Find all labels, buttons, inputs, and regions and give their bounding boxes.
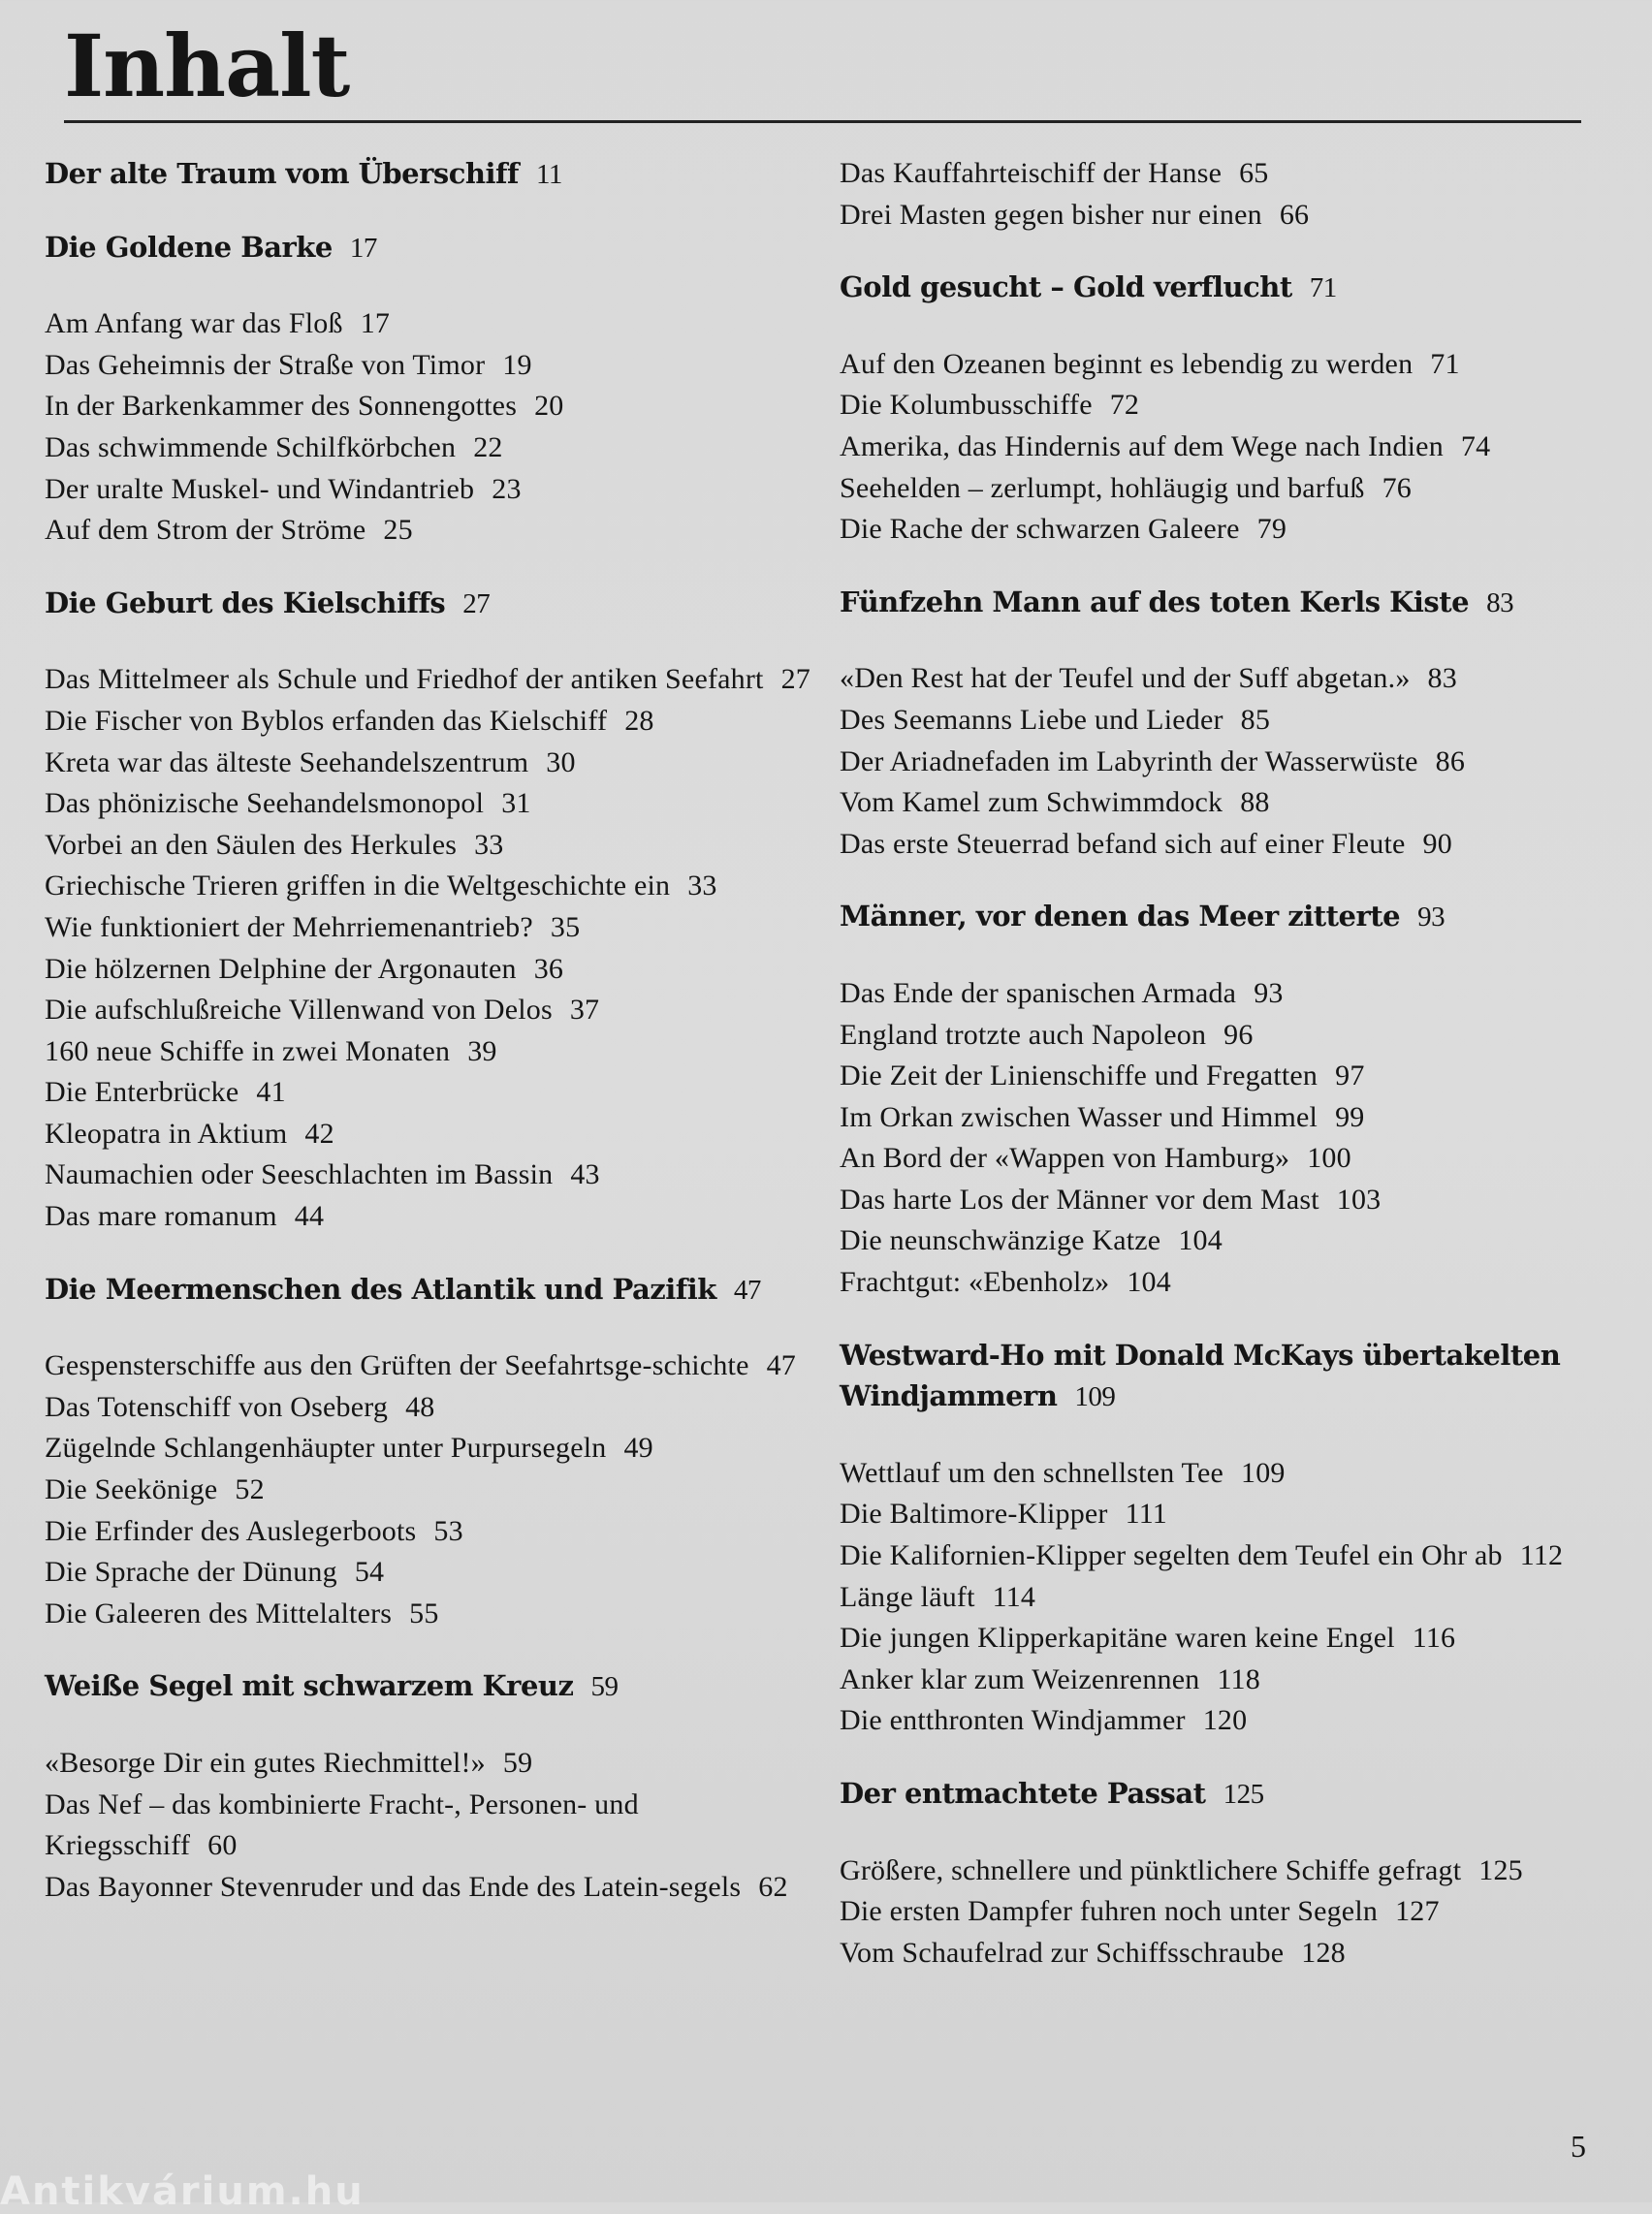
entry-page-number: 86: [1435, 744, 1466, 777]
toc-entry: [45, 701, 810, 743]
toc-entry: [840, 1056, 1596, 1097]
toc-entry: [840, 1577, 1596, 1619]
toc-section: [45, 583, 810, 1238]
entry-page-number: 127: [1395, 1895, 1440, 1928]
toc-entry: [45, 659, 810, 701]
entry-page-number: 54: [354, 1556, 385, 1589]
toc-entry: [840, 973, 1596, 1015]
entry-title: Größere, schnellere und pünktlichere Schiffe gefragt: [840, 1853, 1462, 1886]
entry-list: [45, 1743, 810, 1908]
entry-page-number: 118: [1217, 1662, 1260, 1695]
entry-page-number: 99: [1335, 1100, 1365, 1133]
toc-entry: [45, 743, 810, 784]
entry-page-number: 47: [766, 1349, 796, 1382]
entry-title: Drei Masten gegen bisher nur einen: [840, 198, 1262, 231]
entry-page-number: 93: [1254, 976, 1284, 1009]
entry-page-number: 128: [1301, 1936, 1346, 1969]
entry-title: Seehelden – zerlumpt, hohläugig und barfuß: [840, 471, 1365, 504]
entry-page-number: 79: [1256, 513, 1287, 546]
toc-entry: [45, 907, 810, 949]
entry-page-number: 96: [1223, 1018, 1254, 1051]
toc-entry: [840, 1262, 1596, 1304]
entry-page-number: 28: [624, 704, 654, 737]
entry-title: Das Bayonner Stevenruder und das Ende des Latein-segels: [45, 1870, 742, 1903]
chapter-page-number: 93: [1417, 901, 1446, 933]
entry-title: Die Kalifornien-Klipper segelten dem Teufel ein Ohr ab: [840, 1539, 1503, 1572]
entry-page-number: 104: [1178, 1224, 1223, 1257]
toc-section: [45, 227, 810, 552]
chapter-heading: [840, 1773, 1596, 1816]
entry-title: Länge läuft: [840, 1580, 975, 1613]
entry-page-number: 109: [1241, 1456, 1286, 1489]
entry-title: Am Anfang war das Floß: [45, 307, 343, 340]
entry-page-number: 111: [1125, 1498, 1167, 1531]
entry-title: Der Ariadnefaden im Labyrinth der Wasserwüste: [840, 744, 1418, 777]
toc-entry: [840, 344, 1596, 386]
toc-entry: [45, 1428, 810, 1470]
entry-title: Wettlauf um den schnellsten Tee: [840, 1456, 1224, 1489]
toc-section: [45, 1269, 810, 1635]
entry-title: Das phönizische Seehandelsmonopol: [45, 787, 485, 820]
entry-page-number: 33: [474, 828, 504, 861]
entry-list: [45, 659, 810, 1237]
toc-entry: [45, 1345, 810, 1387]
toc-section: [840, 267, 1596, 551]
entry-page-number: 41: [256, 1076, 286, 1109]
entry-page-number: 120: [1202, 1704, 1248, 1737]
toc-entry: [45, 866, 810, 907]
entry-page-number: 25: [383, 514, 413, 547]
entry-page-number: 39: [467, 1034, 497, 1067]
chapter-title: Westward-Ho mit Donald McKays übertakelten Windjammern: [840, 1338, 1561, 1413]
chapter-page-number: 59: [590, 1671, 619, 1703]
entry-title: Die Seekönige: [45, 1473, 218, 1506]
entry-list: [840, 973, 1596, 1304]
entry-page-number: 125: [1478, 1853, 1523, 1886]
toc-entry: [45, 1196, 810, 1238]
chapter-title: Die Geburt des Kielschiffs: [45, 585, 446, 619]
entry-title: Die neunschwänzige Katze: [840, 1224, 1161, 1257]
entry-title: Griechische Trieren griffen in die Weltgeschichte ein: [45, 870, 671, 902]
entry-page-number: 72: [1109, 389, 1140, 422]
entry-title: Die hölzernen Delphine der Argonauten: [45, 952, 517, 985]
entry-page-number: 44: [294, 1200, 325, 1233]
entry-page-number: 35: [550, 910, 581, 943]
chapter-heading: [840, 896, 1596, 938]
entry-title: Das erste Steuerrad befand sich auf einer Fleute: [840, 827, 1406, 860]
entry-page-number: 49: [623, 1432, 653, 1465]
entry-page-number: 23: [492, 472, 522, 505]
chapter-page-number: 109: [1074, 1381, 1116, 1413]
entry-list: [840, 153, 1596, 236]
toc-entry: [840, 1535, 1596, 1577]
toc-section: [45, 153, 810, 196]
toc-entry: [840, 700, 1596, 742]
chapter-heading: [840, 582, 1596, 624]
entry-page-number: 60: [207, 1829, 238, 1862]
toc-entry: [840, 742, 1596, 783]
entry-page-number: 104: [1127, 1266, 1171, 1299]
entry-page-number: 74: [1460, 429, 1491, 462]
chapter-heading: [45, 1269, 810, 1312]
chapter-heading: [45, 1665, 810, 1708]
entry-page-number: 31: [501, 787, 531, 820]
chapter-title: Männer, vor denen das Meer zitterte: [840, 900, 1401, 933]
entry-title: Des Seemanns Liebe und Lieder: [840, 703, 1223, 736]
entry-title: Das Ende der spanischen Armada: [840, 976, 1237, 1009]
toc-entry: [45, 990, 810, 1031]
toc-entry: [840, 509, 1596, 551]
toc-entry: [840, 1015, 1596, 1057]
entry-page-number: 27: [780, 663, 810, 696]
toc-entry: [45, 427, 810, 469]
toc-entry: [45, 386, 810, 427]
entry-title: Vorbei an den Säulen des Herkules: [45, 828, 458, 861]
entry-list: [840, 344, 1596, 551]
chapter-heading: [45, 583, 810, 625]
entry-title: Der uralte Muskel- und Windantrieb: [45, 472, 475, 505]
entry-page-number: 66: [1279, 198, 1310, 231]
toc-entry: [45, 825, 810, 867]
entry-page-number: 33: [687, 870, 717, 902]
entry-title: Vom Schaufelrad zur Schiffsschraube: [840, 1936, 1285, 1969]
toc-entry: [840, 427, 1596, 468]
entry-title: Die Zeit der Linienschiffe und Fregatten: [840, 1060, 1318, 1092]
entry-page-number: 37: [569, 994, 600, 1027]
entry-page-number: 20: [534, 390, 564, 423]
toc-entry: [45, 510, 810, 552]
toc-entry: [840, 1891, 1596, 1933]
toc-entry: [840, 1180, 1596, 1221]
chapter-page-number: 17: [349, 232, 377, 264]
entry-page-number: 19: [502, 348, 532, 381]
toc-entry: [45, 1031, 810, 1073]
entry-title: Die Kolumbusschiffe: [840, 389, 1093, 422]
entry-title: Kleopatra in Aktium: [45, 1117, 288, 1150]
toc-entry: [840, 468, 1596, 510]
toc-entry: [45, 1594, 810, 1635]
toc-entry: [840, 1220, 1596, 1262]
entry-title: Amerika, das Hindernis auf dem Wege nach Indien: [840, 429, 1444, 462]
entry-title: Die aufschlußreiche Villenwand von Delos: [45, 994, 553, 1027]
toc-entry: [45, 783, 810, 825]
toc-left-column: [45, 153, 810, 1939]
chapter-title: Weiße Segel mit schwarzem Kreuz: [45, 1669, 574, 1703]
page-number: 5: [1571, 2129, 1586, 2164]
toc-entry: [45, 1114, 810, 1155]
toc-section: [840, 582, 1596, 866]
page-title: Inhalt: [64, 16, 350, 116]
toc-entry: [45, 1511, 810, 1553]
chapter-title: Die Goldene Barke: [45, 230, 333, 264]
entry-page-number: 62: [758, 1870, 788, 1903]
chapter-page-number: 83: [1486, 586, 1514, 618]
entry-page-number: 17: [360, 307, 391, 340]
entry-title: Das Geheimnis der Straße von Timor: [45, 348, 486, 381]
entry-title: Das harte Los der Männer vor dem Mast: [840, 1183, 1319, 1216]
toc-entry: [840, 1660, 1596, 1701]
toc-entry: [45, 1867, 810, 1909]
chapter-heading: [45, 227, 810, 269]
entry-title: Das schwimmende Schilfkörbchen: [45, 430, 457, 463]
toc-entry: [840, 1700, 1596, 1742]
entry-page-number: 22: [473, 430, 503, 463]
toc-entry: [45, 1785, 810, 1867]
entry-page-number: 48: [405, 1390, 435, 1423]
chapter-title: Fünfzehn Mann auf des toten Kerls Kiste: [840, 585, 1470, 618]
entry-title: Das Totenschiff von Oseberg: [45, 1390, 389, 1423]
entry-page-number: 88: [1240, 786, 1270, 819]
toc-entry: [45, 1743, 810, 1785]
chapter-heading: [45, 153, 810, 196]
toc-entry: [840, 1850, 1596, 1892]
entry-page-number: 97: [1335, 1060, 1365, 1092]
entry-title: Die Galeeren des Mittelalters: [45, 1597, 393, 1629]
entry-title: «Besorge Dir ein gutes Riechmittel!»: [45, 1747, 486, 1779]
toc-entry: [840, 195, 1596, 237]
entry-page-number: 30: [546, 745, 576, 778]
entry-title: Die Fischer von Byblos erfanden das Kielschiff: [45, 704, 608, 737]
toc-right-column: [840, 153, 1596, 2005]
entry-title: Das Kauffahrteischiff der Hanse: [840, 157, 1223, 189]
entry-title: Im Orkan zwischen Wasser und Himmel: [840, 1100, 1318, 1133]
entry-list: [45, 1345, 810, 1634]
entry-page-number: 53: [433, 1514, 463, 1547]
chapter-heading: [840, 1335, 1596, 1418]
chapter-heading: [840, 267, 1596, 309]
entry-page-number: 43: [570, 1158, 600, 1191]
chapter-page-number: 27: [462, 587, 491, 619]
toc-entry: [840, 1138, 1596, 1180]
entry-title: Gespensterschiffe aus den Grüften der Seefahrtsge-schichte: [45, 1349, 749, 1382]
toc-entry: [45, 303, 810, 345]
toc-entry: [45, 949, 810, 991]
entry-page-number: 59: [502, 1747, 533, 1779]
entry-title: Vom Kamel zum Schwimmdock: [840, 786, 1223, 819]
entry-page-number: 103: [1336, 1183, 1382, 1216]
chapter-title: Der alte Traum vom Überschiff: [45, 157, 519, 190]
toc-entry: [45, 1552, 810, 1594]
entry-page-number: 42: [304, 1117, 334, 1150]
entry-title: An Bord der «Wappen von Hamburg»: [840, 1142, 1290, 1175]
toc-entry: [45, 469, 810, 511]
chapter-page-number: 125: [1223, 1779, 1264, 1810]
entry-page-number: 76: [1382, 471, 1412, 504]
chapter-title: Gold gesucht – Gold verflucht: [840, 270, 1292, 304]
entry-page-number: 100: [1307, 1142, 1351, 1175]
entry-title: Die entthronten Windjammer: [840, 1704, 1186, 1737]
toc-entry: [840, 1453, 1596, 1495]
toc-entry: [840, 385, 1596, 427]
entry-page-number: 85: [1240, 703, 1271, 736]
entry-title: 160 neue Schiffe in zwei Monaten: [45, 1034, 451, 1067]
entry-title: Die jungen Klipperkapitäne waren keine Engel: [840, 1622, 1395, 1655]
entry-list: [840, 1453, 1596, 1742]
toc-entry: [840, 824, 1596, 866]
toc-entry: [45, 1387, 810, 1429]
toc-entry: [45, 1154, 810, 1196]
toc-entry: [840, 658, 1596, 700]
toc-entry: [840, 1933, 1596, 1975]
chapter-page-number: 47: [733, 1274, 761, 1306]
toc-section: [840, 1773, 1596, 1974]
entry-title: Die Sprache der Dünung: [45, 1556, 337, 1589]
toc-entry: [45, 345, 810, 387]
entry-list: [45, 303, 810, 552]
toc-section: [45, 1665, 810, 1908]
entry-title: Die ersten Dampfer fuhren noch unter Segeln: [840, 1895, 1379, 1928]
entry-page-number: 83: [1427, 662, 1457, 695]
toc-section: [840, 1335, 1596, 1742]
entry-page-number: 90: [1422, 827, 1452, 860]
toc-entry: [840, 1097, 1596, 1139]
entry-title: Die Enterbrücke: [45, 1076, 239, 1109]
toc-entry: [45, 1470, 810, 1511]
entry-title: «Den Rest hat der Teufel und der Suff abgetan.»: [840, 662, 1411, 695]
entry-title: Das Mittelmeer als Schule und Friedhof der antiken Seefahrt: [45, 663, 764, 696]
entry-page-number: 55: [409, 1597, 439, 1629]
title-divider: [64, 120, 1581, 123]
entry-title: Die Erfinder des Auslegerboots: [45, 1514, 417, 1547]
toc-entry: [840, 1618, 1596, 1660]
entry-page-number: 116: [1412, 1622, 1456, 1655]
entry-title: Auf den Ozeanen beginnt es lebendig zu werden: [840, 347, 1414, 380]
chapter-page-number: 71: [1309, 272, 1337, 304]
entry-page-number: 114: [992, 1580, 1036, 1613]
entry-title: Anker klar zum Weizenrennen: [840, 1662, 1200, 1695]
watermark: Antikvárium.hu: [0, 2169, 365, 2214]
toc-entry: [840, 782, 1596, 824]
entry-title: Wie funktioniert der Mehrriemenantrieb?: [45, 910, 533, 943]
entry-title: Die Rache der schwarzen Galeere: [840, 513, 1240, 546]
chapter-title: Der entmachtete Passat: [840, 1777, 1206, 1810]
chapter-page-number: 11: [535, 159, 562, 190]
toc-section: [840, 153, 1596, 236]
entry-title: England trotzte auch Napoleon: [840, 1018, 1207, 1051]
entry-title: Naumachien oder Seeschlachten im Bassin: [45, 1158, 554, 1191]
entry-title: Die Baltimore-Klipper: [840, 1498, 1108, 1531]
entry-page-number: 36: [533, 952, 564, 985]
entry-title: Auf dem Strom der Ströme: [45, 514, 366, 547]
toc-entry: [840, 1494, 1596, 1535]
entry-list: [840, 1850, 1596, 1975]
toc-entry: [45, 1072, 810, 1114]
entry-title: Das Nef – das kombinierte Fracht-, Personen- und Kriegsschiff: [45, 1787, 639, 1862]
entry-title: Das mare romanum: [45, 1200, 277, 1233]
entry-list: [840, 658, 1596, 865]
entry-page-number: 52: [235, 1473, 265, 1506]
entry-page-number: 65: [1239, 157, 1269, 189]
entry-title: Zügelnde Schlangenhäupter unter Purpursegeln: [45, 1432, 607, 1465]
entry-title: Kreta war das älteste Seehandelszentrum: [45, 745, 529, 778]
toc-section: [840, 896, 1596, 1303]
entry-page-number: 71: [1430, 347, 1460, 380]
entry-page-number: 112: [1519, 1539, 1564, 1572]
entry-title: In der Barkenkammer des Sonnengottes: [45, 390, 518, 423]
entry-title: Frachtgut: «Ebenholz»: [840, 1266, 1110, 1299]
chapter-title: Die Meermenschen des Atlantik und Pazifik: [45, 1272, 716, 1306]
toc-entry: [840, 153, 1596, 195]
